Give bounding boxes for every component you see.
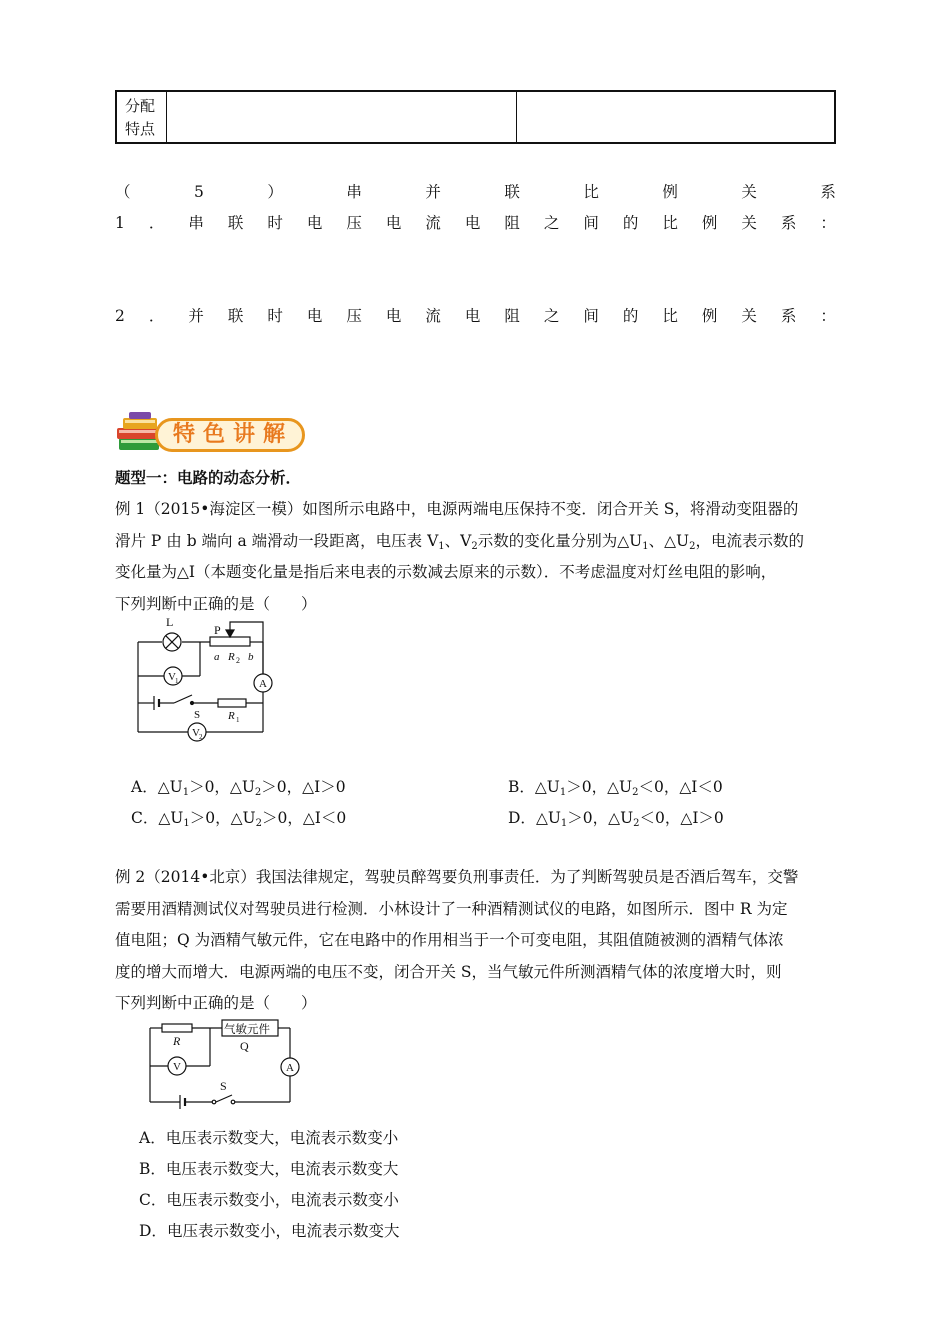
distribution-table: [115, 90, 836, 144]
svg-text:b: b: [248, 651, 254, 663]
char: （: [115, 183, 131, 201]
char: 阻: [504, 307, 520, 325]
section5-heading: [115, 182, 836, 202]
svg-text:2: 2: [236, 656, 240, 665]
svg-text:S: S: [220, 1079, 227, 1093]
char: 串: [188, 214, 204, 232]
char: 电: [385, 214, 402, 232]
svg-text:2: 2: [199, 733, 203, 741]
char: 比: [662, 214, 678, 232]
char: 并: [188, 307, 204, 325]
char: 电: [385, 307, 402, 325]
char: 流: [425, 307, 441, 325]
example2-line2: 需要用酒精测试仪对驾驶员进行检测．小林设计了一种酒精测试仪的电路，如图所示．图中 R 为定: [115, 899, 788, 918]
example1-line1: 例 1（2015•海淀区一模）如图所示电路中，电源两端电压保持不变．闭合开关 S，将滑动变阻器的: [115, 500, 799, 518]
char: 5: [194, 183, 204, 201]
sensor-label: 气敏元件: [224, 1022, 270, 1036]
char: ．: [148, 307, 165, 325]
svg-text:a: a: [214, 651, 220, 663]
example2-line3: 值电阻；Q 为酒精气敏元件，它在电路中的作用相当于一个可变电阻，其阻值随被测的酒精气体浓: [115, 931, 784, 949]
char: ：: [820, 214, 836, 232]
char: 例: [701, 214, 718, 232]
char: 系: [780, 307, 797, 325]
svg-text:A: A: [286, 1062, 294, 1074]
char: 电: [464, 214, 481, 232]
char: 关: [741, 183, 757, 201]
char: 间: [583, 307, 599, 325]
char: 电: [306, 214, 323, 232]
example2-option-a[interactable]: A．电压表示数变大，电流表示数变小: [139, 1129, 399, 1147]
char: 阻: [504, 214, 520, 232]
char: 的: [622, 307, 639, 325]
svg-text:R: R: [228, 651, 235, 663]
example1-circuit-diagram: [130, 612, 280, 746]
section5-line1: [115, 213, 836, 233]
svg-text:S: S: [194, 709, 201, 721]
example1-text: [115, 494, 840, 620]
example1-line3: 变化量为△I（本题变化量是指后来电表的示数减去原来的示数）．不考虑温度对灯丝电阻的影响，: [115, 563, 777, 581]
row-label-line2: 特点: [125, 120, 156, 138]
example2-line1: 例 2（2014•北京）我国法律规定，驾驶员醉驾要负刑事责任．为了判断驾驶员是否酒后驾车，交警: [115, 868, 799, 886]
table-row-label-cell: [117, 92, 167, 142]
char: ：: [820, 307, 836, 325]
example2-option-d[interactable]: D．电压表示数变小，电流表示数变大: [139, 1222, 400, 1240]
char: ）: [267, 183, 283, 201]
char: 关: [741, 214, 757, 232]
svg-text:A: A: [259, 678, 267, 690]
char: 比: [583, 183, 599, 201]
section5-line2: [115, 306, 836, 326]
example2-option-c[interactable]: C．电压表示数变小，电流表示数变小: [139, 1191, 399, 1209]
feature-banner: [115, 410, 310, 458]
char: 的: [622, 214, 639, 232]
char: 联: [504, 183, 520, 201]
table-cell-series: [167, 92, 517, 142]
char: 电: [464, 307, 481, 325]
example1-option-a[interactable]: A．$\triangle U_1>0$，$\triangle U_2>0$，△I＞0: [131, 778, 346, 798]
svg-text:V: V: [173, 1061, 181, 1073]
char: 比: [662, 307, 678, 325]
svg-text:R: R: [173, 1034, 181, 1048]
svg-text:V: V: [168, 671, 176, 683]
char: 时: [267, 214, 283, 232]
banner-title: 特色讲解: [173, 422, 294, 447]
example1-line2: 滑片 P 由 b 端向 a 端滑动一段距离，电压表 $V_1$、$V_2$示数的变化量分别为$\triangle U_1$、$\triangle U_2$，电流表示数的: [115, 531, 804, 552]
svg-text:R: R: [228, 710, 235, 722]
char: 压: [346, 214, 362, 232]
char: 联: [227, 307, 244, 325]
char: 并: [425, 183, 441, 201]
char: 压: [346, 307, 362, 325]
char: ．: [148, 214, 165, 232]
char: 关: [741, 307, 757, 325]
example2-circuit-diagram: [140, 1018, 302, 1110]
char: 1: [115, 214, 125, 232]
char: 电: [306, 307, 323, 325]
char: 联: [227, 214, 244, 232]
example2-option-b[interactable]: B．电压表示数变大，电流表示数变大: [139, 1160, 399, 1178]
char: 系: [820, 183, 836, 201]
example1-option-b[interactable]: B．$\triangle U_1>0$，$\triangle U_2<0$，△I＜0: [508, 778, 723, 798]
example2-line5: 下列判断中正确的是（ ）: [115, 994, 317, 1012]
svg-text:1: 1: [236, 716, 240, 724]
char: 时: [267, 307, 283, 325]
type1-heading: 题型一：电路的动态分析．: [115, 468, 302, 487]
row-label-line1: 分配: [125, 97, 156, 115]
char: 例: [701, 307, 718, 325]
char: 之: [543, 214, 560, 232]
char: 串: [346, 183, 362, 201]
char: 例: [662, 183, 678, 201]
lamp-label: L: [166, 615, 174, 629]
char: 流: [425, 214, 441, 232]
example1-option-c[interactable]: C．$\triangle U_1>0$，$\triangle U_2>0$，△I＜0: [131, 809, 347, 829]
example2-text: [115, 862, 840, 1020]
slider-label: P: [214, 623, 221, 637]
char: 系: [780, 214, 797, 232]
example1-option-d[interactable]: D．$\triangle U_1>0$，$\triangle U_2<0$，△I＞0: [508, 809, 724, 829]
example2-line4: 度的增大而增大．电源两端的电压不变，闭合开关 S，当气敏元件所测酒精气体的浓度增大时，则: [115, 962, 782, 981]
char: 之: [543, 307, 560, 325]
svg-text:Q: Q: [240, 1039, 249, 1053]
example1-line4: 下列判断中正确的是（ ）: [115, 594, 317, 613]
svg-text:V: V: [192, 727, 200, 739]
char: 2: [115, 307, 125, 325]
svg-text:1: 1: [175, 677, 179, 685]
char: 间: [583, 214, 599, 232]
